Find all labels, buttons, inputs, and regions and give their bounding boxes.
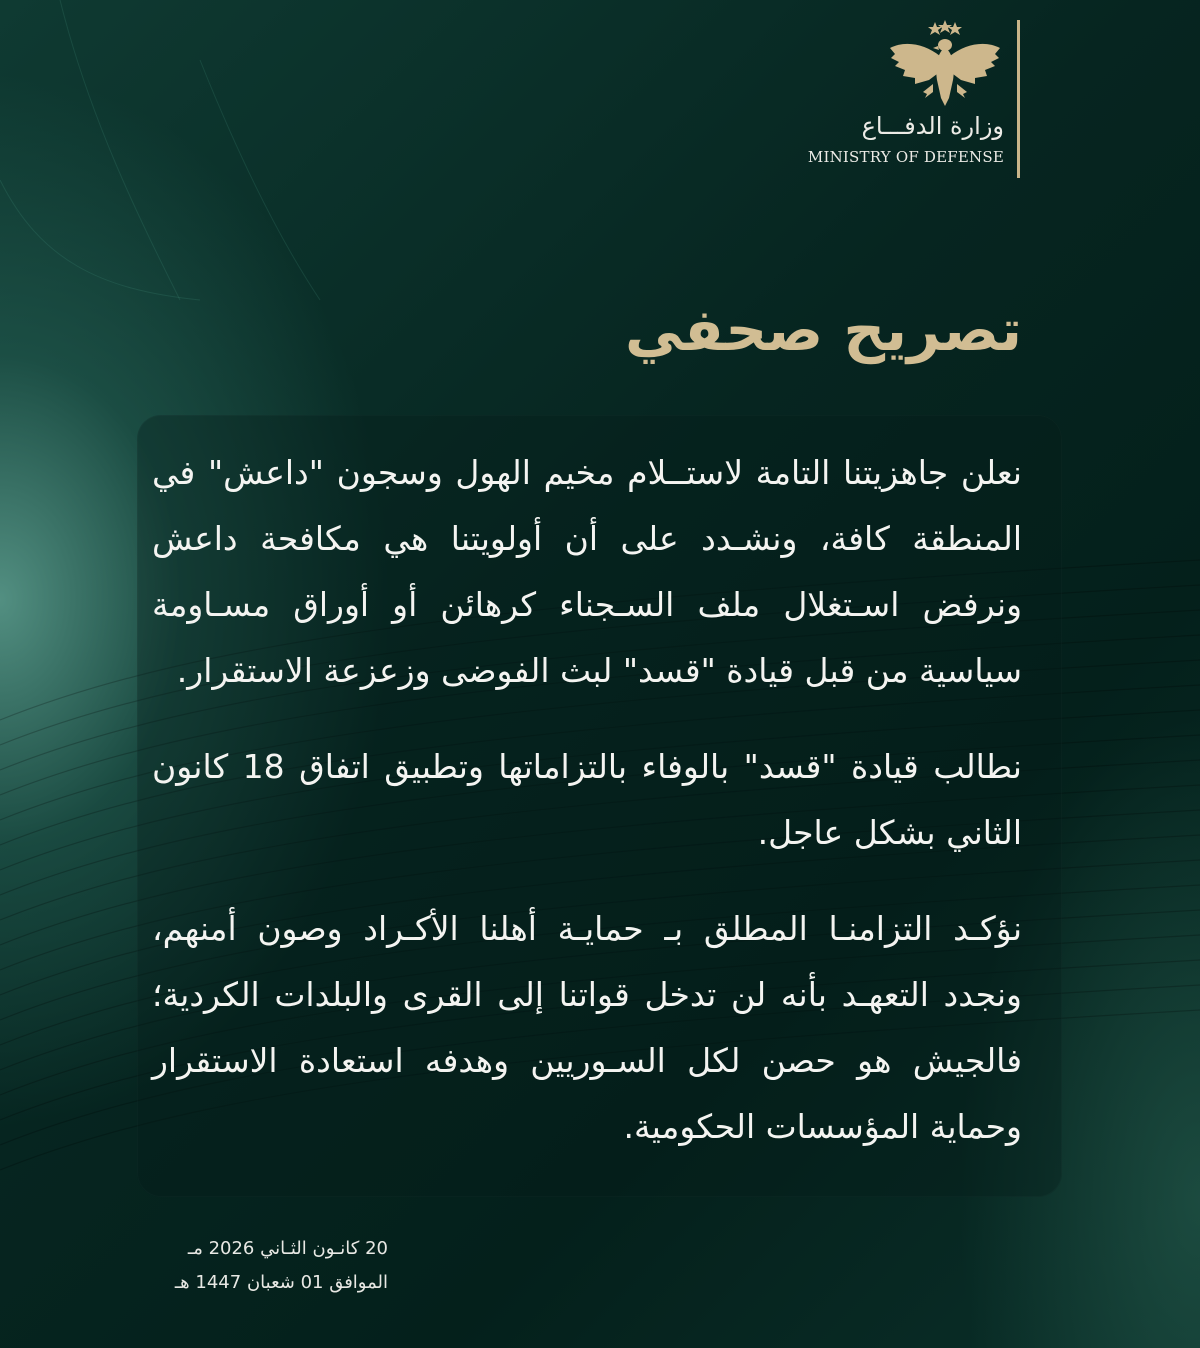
org-name-english: MINISTRY OF DEFENSE <box>807 148 1004 166</box>
statement-paragraph-1: نعلن جاهزيتنا التامة لاستــلام مخيم الهول وسجون "داعش" في المنطقة كافة، ونشـدد على أن أولويتنا هي مكافحة داعش ونرفض اسـتغلال ملف السـجناء كرهائن أو أوراق مسـاومة سياسية من قبل قيادة "قسد" لبث الفوضى وزعزعة الاستقرار. <box>152 453 1022 690</box>
date-gregorian: 20 كانـون الثـاني 2026 مـ <box>187 1238 388 1259</box>
header-divider <box>1017 20 1020 178</box>
org-name-arabic: وزارة الدفـــاع <box>861 112 1004 140</box>
statement-paragraph-3: نؤكـد التزامنـا المطلق بـ حمايـة أهلنا الأكـراد وصون أمنهم، ونجدد التعهـد بأنه لن تدخل قواتنا إلى القرى والبلدات الكردية؛ فالجيش هو حصن لكل السـوريين وهدفه استعادة الاستقرار وحماية المؤسسات الحكومية. <box>152 909 1022 1146</box>
eagle-emblem-icon <box>885 18 1005 110</box>
date-hijri: الموافق 01 شعبان 1447 هـ <box>174 1272 388 1293</box>
statement-paragraph-2: نطالب قيادة "قسد" بالوفاء بالتزاماتها وتطبيق اتفاق 18 كانون الثاني بشكل عاجل. <box>152 747 1022 852</box>
page-title: تصريح صحفي <box>624 296 1022 364</box>
